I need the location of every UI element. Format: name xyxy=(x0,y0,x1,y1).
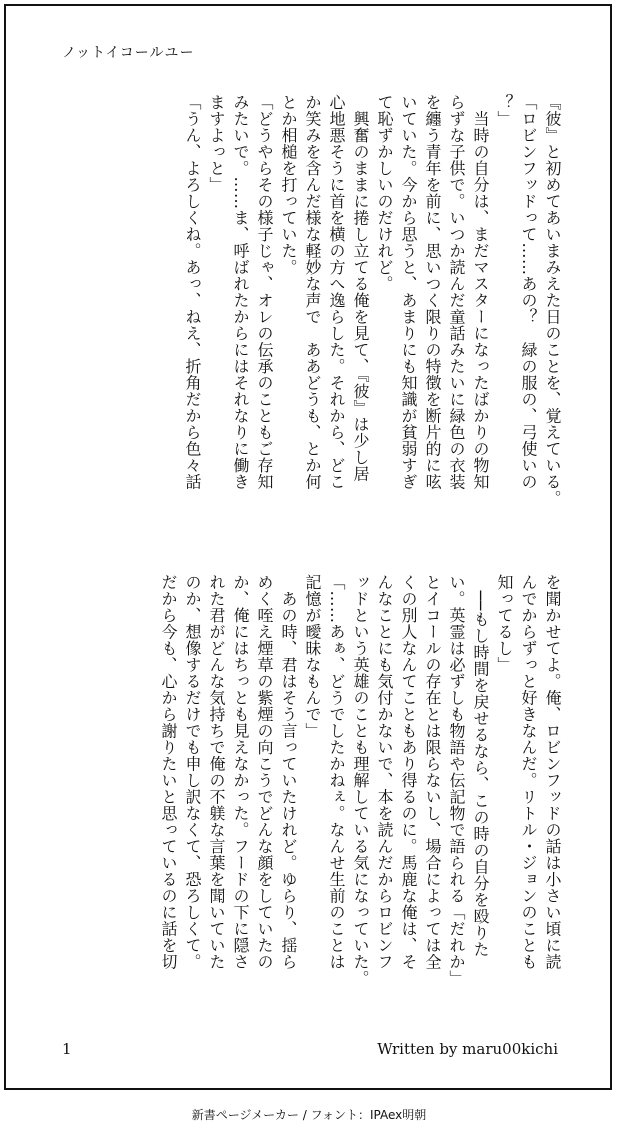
text-line: れた君がどんな気持ちで俺の不躾な言葉を聞いていた xyxy=(207,574,226,970)
text-line: らずな子供で。いつか読んだ童話みたいに緑色の衣装 xyxy=(447,94,466,490)
text-line: 「……あぁ、どうでしたかねぇ。なんせ生前のことは xyxy=(327,574,346,970)
chapter-title: ノットイコールユー xyxy=(62,45,195,61)
text-line: を聞かせてよ。俺、ロビンフッドの話は小さい頃に読 xyxy=(543,574,562,970)
text-line: とか相槌を打っていた。 xyxy=(279,94,298,276)
text-line: 「うん、よろしくね。あっ、ねえ、折角だから色々話 xyxy=(183,94,202,490)
text-line: 知ってるし」 xyxy=(495,574,514,673)
text-line: て恥ずかしいのだけれど。 xyxy=(375,94,394,292)
text-line: ──もし時間を戻せるなら、この時の自分を殴りた xyxy=(471,574,490,958)
text-line: ？」 xyxy=(495,94,514,127)
text-line: んなことにも気付かないで、本を読んだからロビンフ xyxy=(375,574,394,970)
author-byline: Written by maru00kichi xyxy=(377,1040,558,1058)
text-line: だから今も、心から謝りたいと思っているのに話を切 xyxy=(159,574,178,970)
text-line: いていた。今から思うと、あまりにも知識が貧弱すぎ xyxy=(399,94,418,490)
text-line: ッドという英雄のことも理解している気になっていた。 xyxy=(351,574,370,987)
text-line: い。英霊は必ずしも物語や伝記物で語られる「だれか」 xyxy=(447,574,466,987)
text-line: ますよっと」 xyxy=(207,94,226,193)
book-page xyxy=(4,4,612,1090)
generator-caption: 新書ページメーカー / フォント：IPAex明朝 xyxy=(191,1108,427,1122)
text-line: のか、想像するだけでも申し訳なくて、恐ろしくて。 xyxy=(183,574,202,970)
text-line: を纏う青年を前に、思いつく限りの特徴を断片的に呟 xyxy=(423,94,442,490)
text-block-bottom xyxy=(156,574,564,1014)
text-block-top xyxy=(180,94,564,534)
text-line: 「どうやらその様子じゃ、オレの伝承のこともご存知 xyxy=(255,94,274,490)
text-line: くの別人なんてこともあり得るのに。馬鹿な俺は、そ xyxy=(399,574,418,970)
text-line: 興奮のままに捲し立てる俺を見て、『彼』は少し居 xyxy=(351,94,370,482)
text-line: あの時、君はそう言っていたけれど。ゆらり、揺ら xyxy=(279,574,298,970)
text-line: 「ロビンフッドって……あの？ 緑の服の、弓使いの xyxy=(519,94,538,490)
text-line: んでからずっと好きなんだ。リトル・ジョンのことも xyxy=(519,574,538,970)
text-line: とイコールの存在とは限らないし、場合によっては全 xyxy=(423,574,442,970)
text-line: か笑みを含んだ様な軽妙な声で ああどうも、とか何 xyxy=(303,94,322,490)
text-line: 『彼』と初めてあいまみえた日のことを、覚えている。 xyxy=(543,94,562,507)
text-line: 心地悪そうに首を横の方へ逸らした。それから、どこ xyxy=(327,94,346,490)
text-line: みたいで。……ま、呼ばれたからにはそれなりに働き xyxy=(231,94,250,490)
text-line: 記憶が曖昧なもんで」 xyxy=(303,574,322,739)
text-line: 当時の自分は、まだマスターになったばかりの物知 xyxy=(471,94,490,490)
text-line: か、俺にはちっとも見えなかった。フードの下に隠さ xyxy=(231,574,250,970)
text-line: めく咥え煙草の紫煙の向こうでどんな顔をしていたの xyxy=(255,574,274,970)
page-number: 1 xyxy=(62,1040,72,1058)
